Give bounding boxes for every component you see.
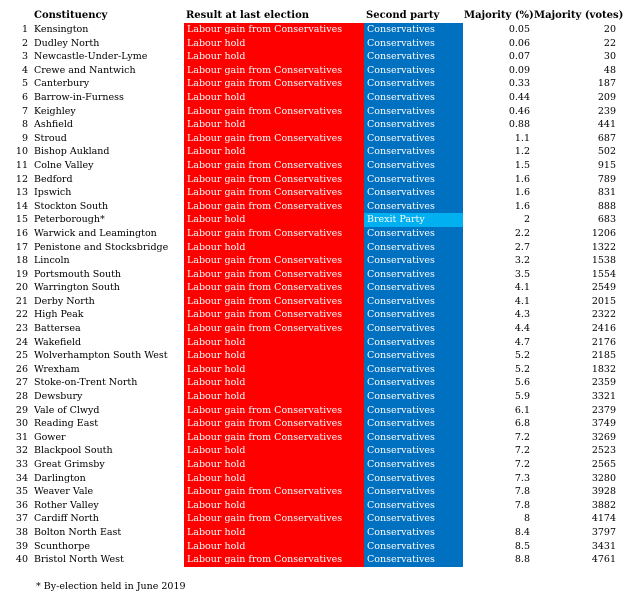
majority-pct-cell: 3.5 bbox=[514, 268, 530, 280]
constituency-name: Kensington bbox=[34, 24, 89, 35]
table-row bbox=[0, 458, 634, 472]
table-row bbox=[0, 145, 634, 159]
majority-votes-cell: 4761 bbox=[591, 554, 616, 566]
second-party-cell: Conservatives bbox=[364, 485, 463, 499]
second-party-cell: Conservatives bbox=[364, 64, 463, 78]
second-party-cell: Conservatives bbox=[364, 404, 463, 418]
majority-votes-cell: 22 bbox=[603, 37, 616, 49]
result-cell: Labour hold bbox=[184, 213, 364, 227]
constituency-name: Canterbury bbox=[34, 78, 90, 90]
majority-votes-cell: 3269 bbox=[591, 431, 616, 443]
constituency-name: Bedford bbox=[34, 173, 73, 185]
constituency-name: Crewe and Nantwich bbox=[34, 64, 136, 76]
result-cell: Labour hold bbox=[184, 499, 364, 513]
table-row bbox=[0, 390, 634, 404]
majority-votes-cell: 2523 bbox=[591, 445, 616, 457]
majority-votes-cell: 209 bbox=[597, 91, 616, 103]
result-cell: Labour gain from Conservatives bbox=[184, 23, 364, 37]
second-party-cell: Conservatives bbox=[364, 526, 463, 540]
table-row bbox=[0, 322, 634, 336]
majority-pct-cell: 4.4 bbox=[514, 323, 530, 335]
majority-votes-cell: 502 bbox=[597, 146, 616, 158]
constituency-name: Darlington bbox=[34, 472, 86, 484]
second-party-cell: Conservatives bbox=[364, 132, 463, 146]
result-cell: Labour gain from Conservatives bbox=[184, 132, 364, 146]
result-cell: Labour gain from Conservatives bbox=[184, 227, 364, 241]
constituency-name: Battersea bbox=[34, 323, 81, 335]
majority-pct-cell: 7.2 bbox=[514, 459, 530, 470]
table-row bbox=[0, 268, 634, 282]
majority-votes-cell: 30 bbox=[603, 51, 616, 63]
row-number: 18 bbox=[15, 255, 28, 267]
majority-pct-cell: 1.6 bbox=[514, 173, 530, 185]
majority-votes-cell: 2379 bbox=[591, 404, 616, 416]
row-number: 27 bbox=[15, 377, 28, 389]
majority-votes-cell: 2565 bbox=[591, 459, 616, 470]
table-row bbox=[0, 512, 634, 526]
majority-pct-cell: 5.2 bbox=[514, 363, 530, 375]
row-number: 5 bbox=[21, 78, 28, 90]
constituency-name: Bishop Aukland bbox=[34, 146, 110, 158]
majority-votes-cell: 2015 bbox=[591, 295, 616, 307]
majority-votes-cell: 687 bbox=[597, 132, 616, 144]
row-number: 14 bbox=[15, 200, 28, 212]
majority-votes-cell: 3928 bbox=[591, 486, 616, 498]
row-number: 31 bbox=[15, 431, 28, 443]
second-party-cell: Conservatives bbox=[364, 512, 463, 526]
table-row bbox=[0, 336, 634, 350]
constituency-name: Derby North bbox=[34, 295, 95, 307]
constituency-name: Ipswich bbox=[34, 187, 72, 199]
constituency-name: Great Grimsby bbox=[34, 459, 105, 470]
table-row bbox=[0, 553, 634, 567]
second-party-cell: Conservatives bbox=[364, 77, 463, 91]
row-number: 8 bbox=[21, 119, 28, 131]
majority-pct-cell: 2.2 bbox=[514, 227, 530, 239]
footnote: * By-election held in June 2019 bbox=[36, 581, 186, 592]
table-row bbox=[0, 64, 634, 78]
majority-pct-cell: 6.1 bbox=[514, 404, 530, 416]
result-cell: Labour hold bbox=[184, 336, 364, 350]
second-party-cell: Conservatives bbox=[364, 186, 463, 200]
result-cell: Labour gain from Conservatives bbox=[184, 417, 364, 431]
majority-pct-cell: 4.1 bbox=[514, 282, 530, 294]
constituency-name: Blackpool South bbox=[34, 445, 113, 457]
constituency-name: Weaver Vale bbox=[34, 486, 94, 498]
majority-votes-cell: 441 bbox=[597, 119, 616, 131]
second-party-cell: Conservatives bbox=[364, 200, 463, 214]
second-party-cell: Conservatives bbox=[364, 50, 463, 64]
majority-votes-cell: 4174 bbox=[591, 513, 616, 525]
row-number: 10 bbox=[15, 146, 28, 158]
constituency-name: High Peak bbox=[34, 309, 84, 321]
majority-votes-cell: 1322 bbox=[591, 241, 616, 253]
majority-votes-cell: 2322 bbox=[591, 309, 616, 321]
constituency-name: Rother Valley bbox=[34, 499, 99, 511]
majority-votes-cell: 3882 bbox=[591, 499, 616, 511]
result-cell: Labour hold bbox=[184, 526, 364, 540]
second-party-cell: Conservatives bbox=[364, 118, 463, 132]
row-number: 22 bbox=[15, 309, 28, 321]
constituency-name: Portsmouth South bbox=[34, 268, 122, 280]
result-cell: Labour hold bbox=[184, 91, 364, 105]
table-row bbox=[0, 254, 634, 268]
majority-pct-cell: 8.4 bbox=[514, 526, 530, 538]
majority-votes-cell: 789 bbox=[597, 173, 616, 185]
header-second-party: Second party bbox=[366, 10, 440, 21]
header-majority-votes: Majority (votes) bbox=[534, 10, 624, 21]
majority-votes-cell: 20 bbox=[603, 24, 616, 35]
header-result: Result at last election bbox=[186, 10, 310, 21]
table-row bbox=[0, 540, 634, 554]
majority-votes-cell: 3749 bbox=[591, 418, 616, 430]
majority-votes-cell: 3280 bbox=[591, 472, 616, 484]
majority-pct-cell: 4.7 bbox=[514, 336, 530, 348]
table-row bbox=[0, 132, 634, 146]
header-majority-pct: Majority (%) bbox=[464, 10, 534, 21]
row-number: 33 bbox=[15, 459, 28, 470]
constituency-name: Peterborough* bbox=[34, 214, 105, 226]
second-party-cell: Conservatives bbox=[364, 91, 463, 105]
result-cell: Labour gain from Conservatives bbox=[184, 268, 364, 282]
result-cell: Labour hold bbox=[184, 37, 364, 51]
result-cell: Labour hold bbox=[184, 145, 364, 159]
result-cell: Labour hold bbox=[184, 444, 364, 458]
majority-votes-cell: 2359 bbox=[591, 377, 616, 389]
table-row bbox=[0, 526, 634, 540]
constituency-name: Wolverhampton South West bbox=[34, 350, 168, 362]
second-party-cell: Conservatives bbox=[364, 254, 463, 268]
row-number: 15 bbox=[15, 214, 28, 226]
table-row bbox=[0, 159, 634, 173]
second-party-cell: Conservatives bbox=[364, 363, 463, 377]
table-row bbox=[0, 186, 634, 200]
constituency-name: Ashfield bbox=[34, 119, 73, 131]
second-party-cell: Conservatives bbox=[364, 295, 463, 309]
row-number: 2 bbox=[21, 37, 28, 49]
result-cell: Labour gain from Conservatives bbox=[184, 553, 364, 567]
second-party-cell: Conservatives bbox=[364, 268, 463, 282]
result-cell: Labour gain from Conservatives bbox=[184, 173, 364, 187]
row-number: 28 bbox=[15, 391, 28, 403]
row-number: 3 bbox=[21, 51, 28, 63]
majority-votes-cell: 3797 bbox=[591, 526, 616, 538]
second-party-cell: Conservatives bbox=[364, 105, 463, 119]
result-cell: Labour gain from Conservatives bbox=[184, 485, 364, 499]
second-party-cell: Conservatives bbox=[364, 227, 463, 241]
table-row bbox=[0, 77, 634, 91]
second-party-cell: Conservatives bbox=[364, 322, 463, 336]
table-row bbox=[0, 363, 634, 377]
table-row bbox=[0, 499, 634, 513]
result-cell: Labour hold bbox=[184, 50, 364, 64]
row-number: 9 bbox=[21, 132, 28, 144]
second-party-cell: Conservatives bbox=[364, 241, 463, 255]
constituency-name: Gower bbox=[34, 431, 66, 443]
majority-votes-cell: 2416 bbox=[591, 323, 616, 335]
majority-pct-cell: 0.46 bbox=[508, 105, 530, 117]
second-party-cell: Conservatives bbox=[364, 458, 463, 472]
table-row bbox=[0, 281, 634, 295]
result-cell: Labour gain from Conservatives bbox=[184, 322, 364, 336]
result-cell: Labour hold bbox=[184, 472, 364, 486]
table-row bbox=[0, 173, 634, 187]
second-party-cell: Conservatives bbox=[364, 336, 463, 350]
result-cell: Labour gain from Conservatives bbox=[184, 281, 364, 295]
majority-votes-cell: 2176 bbox=[591, 336, 616, 348]
row-number: 20 bbox=[15, 282, 28, 294]
table-row bbox=[0, 37, 634, 51]
result-cell: Labour gain from Conservatives bbox=[184, 295, 364, 309]
row-number: 6 bbox=[21, 91, 28, 103]
table-row bbox=[0, 213, 634, 227]
majority-pct-cell: 7.8 bbox=[514, 486, 530, 498]
constituency-name: Reading East bbox=[34, 418, 99, 430]
majority-pct-cell: 1.6 bbox=[514, 187, 530, 199]
majority-pct-cell: 0.05 bbox=[508, 24, 530, 35]
constituency-name: Wakefield bbox=[34, 336, 82, 348]
result-cell: Labour gain from Conservatives bbox=[184, 512, 364, 526]
result-cell: Labour gain from Conservatives bbox=[184, 404, 364, 418]
majority-pct-cell: 0.88 bbox=[508, 119, 530, 131]
table-row bbox=[0, 485, 634, 499]
majority-pct-cell: 4.3 bbox=[514, 309, 530, 321]
second-party-cell: Conservatives bbox=[364, 159, 463, 173]
row-number: 19 bbox=[15, 268, 28, 280]
majority-pct-cell: 0.06 bbox=[508, 37, 530, 49]
majority-pct-cell: 7.8 bbox=[514, 499, 530, 511]
majority-pct-cell: 7.3 bbox=[514, 472, 530, 484]
row-number: 29 bbox=[15, 404, 28, 416]
majority-pct-cell: 1.6 bbox=[514, 200, 530, 212]
majority-votes-cell: 888 bbox=[597, 200, 616, 212]
result-cell: Labour hold bbox=[184, 118, 364, 132]
table-row bbox=[0, 105, 634, 119]
majority-votes-cell: 1538 bbox=[591, 255, 616, 267]
second-party-cell: Conservatives bbox=[364, 23, 463, 37]
result-cell: Labour gain from Conservatives bbox=[184, 159, 364, 173]
result-cell: Labour hold bbox=[184, 349, 364, 363]
constituency-name: Colne Valley bbox=[34, 159, 94, 171]
second-party-cell: Conservatives bbox=[364, 308, 463, 322]
second-party-cell: Conservatives bbox=[364, 417, 463, 431]
constituency-name: Scunthorpe bbox=[34, 540, 90, 552]
constituency-name: Keighley bbox=[34, 105, 76, 117]
row-number: 24 bbox=[15, 336, 28, 348]
constituency-name: Stoke-on-Trent North bbox=[34, 377, 138, 389]
second-party-cell: Conservatives bbox=[364, 431, 463, 445]
constituency-name: Warrington South bbox=[34, 282, 120, 294]
constituency-name: Barrow-in-Furness bbox=[34, 91, 124, 103]
majority-votes-cell: 239 bbox=[597, 105, 616, 117]
table-row bbox=[0, 308, 634, 322]
constituency-name: Stroud bbox=[34, 132, 67, 144]
second-party-cell: Conservatives bbox=[364, 376, 463, 390]
majority-pct-cell: 2.7 bbox=[514, 241, 530, 253]
table-row bbox=[0, 404, 634, 418]
row-number: 4 bbox=[21, 64, 28, 76]
majority-pct-cell: 8.5 bbox=[514, 540, 530, 552]
result-cell: Labour gain from Conservatives bbox=[184, 105, 364, 119]
constituency-name: Vale of Clwyd bbox=[34, 404, 100, 416]
majority-pct-cell: 0.33 bbox=[508, 78, 530, 90]
header-constituency: Constituency bbox=[34, 10, 108, 21]
majority-pct-cell: 2 bbox=[523, 214, 530, 226]
majority-votes-cell: 2549 bbox=[591, 282, 616, 294]
table-row bbox=[0, 444, 634, 458]
constituency-name: Lincoln bbox=[34, 255, 70, 267]
constituency-name: Dewsbury bbox=[34, 391, 83, 403]
majority-votes-cell: 3321 bbox=[591, 391, 616, 403]
table-row bbox=[0, 50, 634, 64]
majority-pct-cell: 5.2 bbox=[514, 350, 530, 362]
row-number: 7 bbox=[21, 105, 28, 117]
majority-pct-cell: 0.07 bbox=[508, 51, 530, 63]
result-cell: Labour gain from Conservatives bbox=[184, 64, 364, 78]
result-cell: Labour hold bbox=[184, 363, 364, 377]
table-row bbox=[0, 431, 634, 445]
table-row bbox=[0, 23, 634, 37]
row-number: 30 bbox=[15, 418, 28, 430]
majority-pct-cell: 7.2 bbox=[514, 431, 530, 443]
row-number: 11 bbox=[15, 159, 28, 171]
majority-votes-cell: 187 bbox=[597, 78, 616, 90]
majority-votes-cell: 3431 bbox=[591, 540, 616, 552]
majority-pct-cell: 1.5 bbox=[514, 159, 530, 171]
majority-votes-cell: 48 bbox=[603, 64, 616, 76]
row-number: 40 bbox=[15, 554, 28, 566]
constituency-name: Bristol North West bbox=[34, 554, 124, 566]
second-party-cell: Conservatives bbox=[364, 499, 463, 513]
row-number: 12 bbox=[15, 173, 28, 185]
row-number: 36 bbox=[15, 499, 28, 511]
result-cell: Labour gain from Conservatives bbox=[184, 431, 364, 445]
majority-pct-cell: 0.44 bbox=[508, 91, 530, 103]
result-cell: Labour gain from Conservatives bbox=[184, 77, 364, 91]
majority-votes-cell: 2185 bbox=[591, 350, 616, 362]
constituency-name: Dudley North bbox=[34, 37, 100, 49]
majority-pct-cell: 1.1 bbox=[514, 132, 530, 144]
table-row bbox=[0, 295, 634, 309]
constituency-name: Stockton South bbox=[34, 200, 109, 212]
constituency-name: Newcastle-Under-Lyme bbox=[34, 51, 148, 63]
majority-pct-cell: 8.8 bbox=[514, 554, 530, 566]
second-party-cell: Conservatives bbox=[364, 540, 463, 554]
majority-votes-cell: 831 bbox=[597, 187, 616, 199]
constituency-name: Warwick and Leamington bbox=[34, 227, 157, 239]
row-number: 25 bbox=[15, 350, 28, 362]
row-number: 21 bbox=[15, 295, 28, 307]
majority-pct-cell: 5.9 bbox=[514, 391, 530, 403]
second-party-cell: Conservatives bbox=[364, 37, 463, 51]
row-number: 34 bbox=[15, 472, 28, 484]
table-row bbox=[0, 349, 634, 363]
constituency-name: Cardiff North bbox=[34, 513, 99, 525]
result-cell: Labour hold bbox=[184, 376, 364, 390]
majority-pct-cell: 1.2 bbox=[514, 146, 530, 158]
row-number: 1 bbox=[21, 24, 28, 35]
majority-pct-cell: 0.09 bbox=[508, 64, 530, 76]
second-party-cell: Conservatives bbox=[364, 472, 463, 486]
second-party-cell: Conservatives bbox=[364, 173, 463, 187]
majority-votes-cell: 915 bbox=[597, 159, 616, 171]
table-row bbox=[0, 118, 634, 132]
row-number: 16 bbox=[15, 227, 28, 239]
second-party-cell: Conservatives bbox=[364, 349, 463, 363]
result-cell: Labour gain from Conservatives bbox=[184, 308, 364, 322]
row-number: 35 bbox=[15, 486, 28, 498]
row-number: 17 bbox=[15, 241, 28, 253]
second-party-cell: Conservatives bbox=[364, 281, 463, 295]
majority-pct-cell: 8 bbox=[523, 513, 530, 525]
table-row bbox=[0, 241, 634, 255]
second-party-cell: Brexit Party bbox=[364, 213, 463, 227]
row-number: 26 bbox=[15, 363, 28, 375]
majority-pct-cell: 5.6 bbox=[514, 377, 530, 389]
constituency-name: Bolton North East bbox=[34, 526, 122, 538]
second-party-cell: Conservatives bbox=[364, 390, 463, 404]
majority-votes-cell: 683 bbox=[597, 214, 616, 226]
row-number: 23 bbox=[15, 323, 28, 335]
table-row bbox=[0, 200, 634, 214]
table-row bbox=[0, 376, 634, 390]
result-cell: Labour hold bbox=[184, 540, 364, 554]
row-number: 38 bbox=[15, 526, 28, 538]
second-party-cell: Conservatives bbox=[364, 553, 463, 567]
majority-pct-cell: 6.8 bbox=[514, 418, 530, 430]
result-cell: Labour hold bbox=[184, 390, 364, 404]
constituency-name: Penistone and Stocksbridge bbox=[34, 241, 169, 253]
second-party-cell: Conservatives bbox=[364, 444, 463, 458]
result-cell: Labour gain from Conservatives bbox=[184, 254, 364, 268]
majority-votes-cell: 1206 bbox=[591, 227, 616, 239]
majority-pct-cell: 7.2 bbox=[514, 445, 530, 457]
result-cell: Labour hold bbox=[184, 458, 364, 472]
second-party-cell: Conservatives bbox=[364, 145, 463, 159]
majority-votes-cell: 1554 bbox=[591, 268, 616, 280]
result-cell: Labour hold bbox=[184, 241, 364, 255]
majority-pct-cell: 4.1 bbox=[514, 295, 530, 307]
row-number: 32 bbox=[15, 445, 28, 457]
result-cell: Labour gain from Conservatives bbox=[184, 200, 364, 214]
row-number: 13 bbox=[15, 187, 28, 199]
row-number: 39 bbox=[15, 540, 28, 552]
majority-pct-cell: 3.2 bbox=[514, 255, 530, 267]
constituency-name: Wrexham bbox=[34, 363, 80, 375]
table-body bbox=[0, 23, 634, 567]
table-row bbox=[0, 227, 634, 241]
table-row bbox=[0, 91, 634, 105]
table-row bbox=[0, 417, 634, 431]
table-row bbox=[0, 472, 634, 486]
majority-votes-cell: 1832 bbox=[591, 363, 616, 375]
result-cell: Labour gain from Conservatives bbox=[184, 186, 364, 200]
row-number: 37 bbox=[15, 513, 28, 525]
